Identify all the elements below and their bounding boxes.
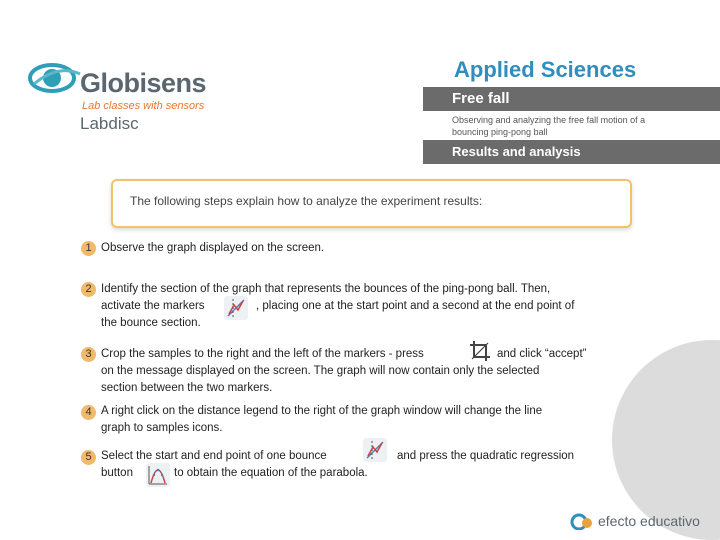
efecto-educativo-logo-icon [570,512,594,530]
step-text: button [101,467,133,479]
step-text: activate the markers [101,300,205,312]
step-text: the bounce section. [101,317,201,329]
brand-product: Labdisc [80,114,139,133]
topic-bar [423,87,720,111]
step-text: Identify the section of the graph that represents the bounces of the ping-pong ball. Then, [101,283,551,295]
globisens-logo-icon [28,58,84,98]
step-number: 4 [81,405,96,420]
section-title: Applied Sciences [454,57,637,82]
step-number: 1 [81,241,96,256]
step-text: Observe the graph displayed on the screen. [101,242,325,254]
step-text: section between the two markers. [101,382,273,394]
step-text: , placing one at the start point and a second at the end point of [256,300,575,312]
step-text: and press the quadratic regression [397,450,575,462]
crop-icon [468,339,492,363]
results-bar [423,140,720,164]
step-text: graph to samples icons. [101,422,223,434]
step-text: Crop the samples to the right and the left of the markers - press [101,348,424,360]
quadratic-regression-icon [146,463,170,487]
footer-brand: efecto educativo [598,513,700,529]
topic-title: Free fall [452,90,510,107]
step-number: 2 [81,282,96,297]
step-text: A right click on the distance legend to the right of the graph window will change the line [101,405,543,417]
step-text: to obtain the equation of the parabola. [174,467,368,479]
brand-tagline: Lab classes with sensors [82,100,205,112]
intro-text: The following steps explain how to analyze the experiment results: [130,194,483,208]
step-number: 3 [81,347,96,362]
step-text: and click “accept” [497,348,587,360]
step-text: Select the start and end point of one bounce [101,450,327,462]
brand-name: Globisens [80,68,207,98]
markers-icon [363,438,387,462]
step-text: on the message displayed on the screen. The graph will now contain only the selected [101,365,540,377]
results-title: Results and analysis [452,144,581,159]
step-number: 5 [81,450,96,465]
topic-subtitle: Observing and analyzing the free fall motion of a bouncing ping-pong ball [452,115,646,137]
